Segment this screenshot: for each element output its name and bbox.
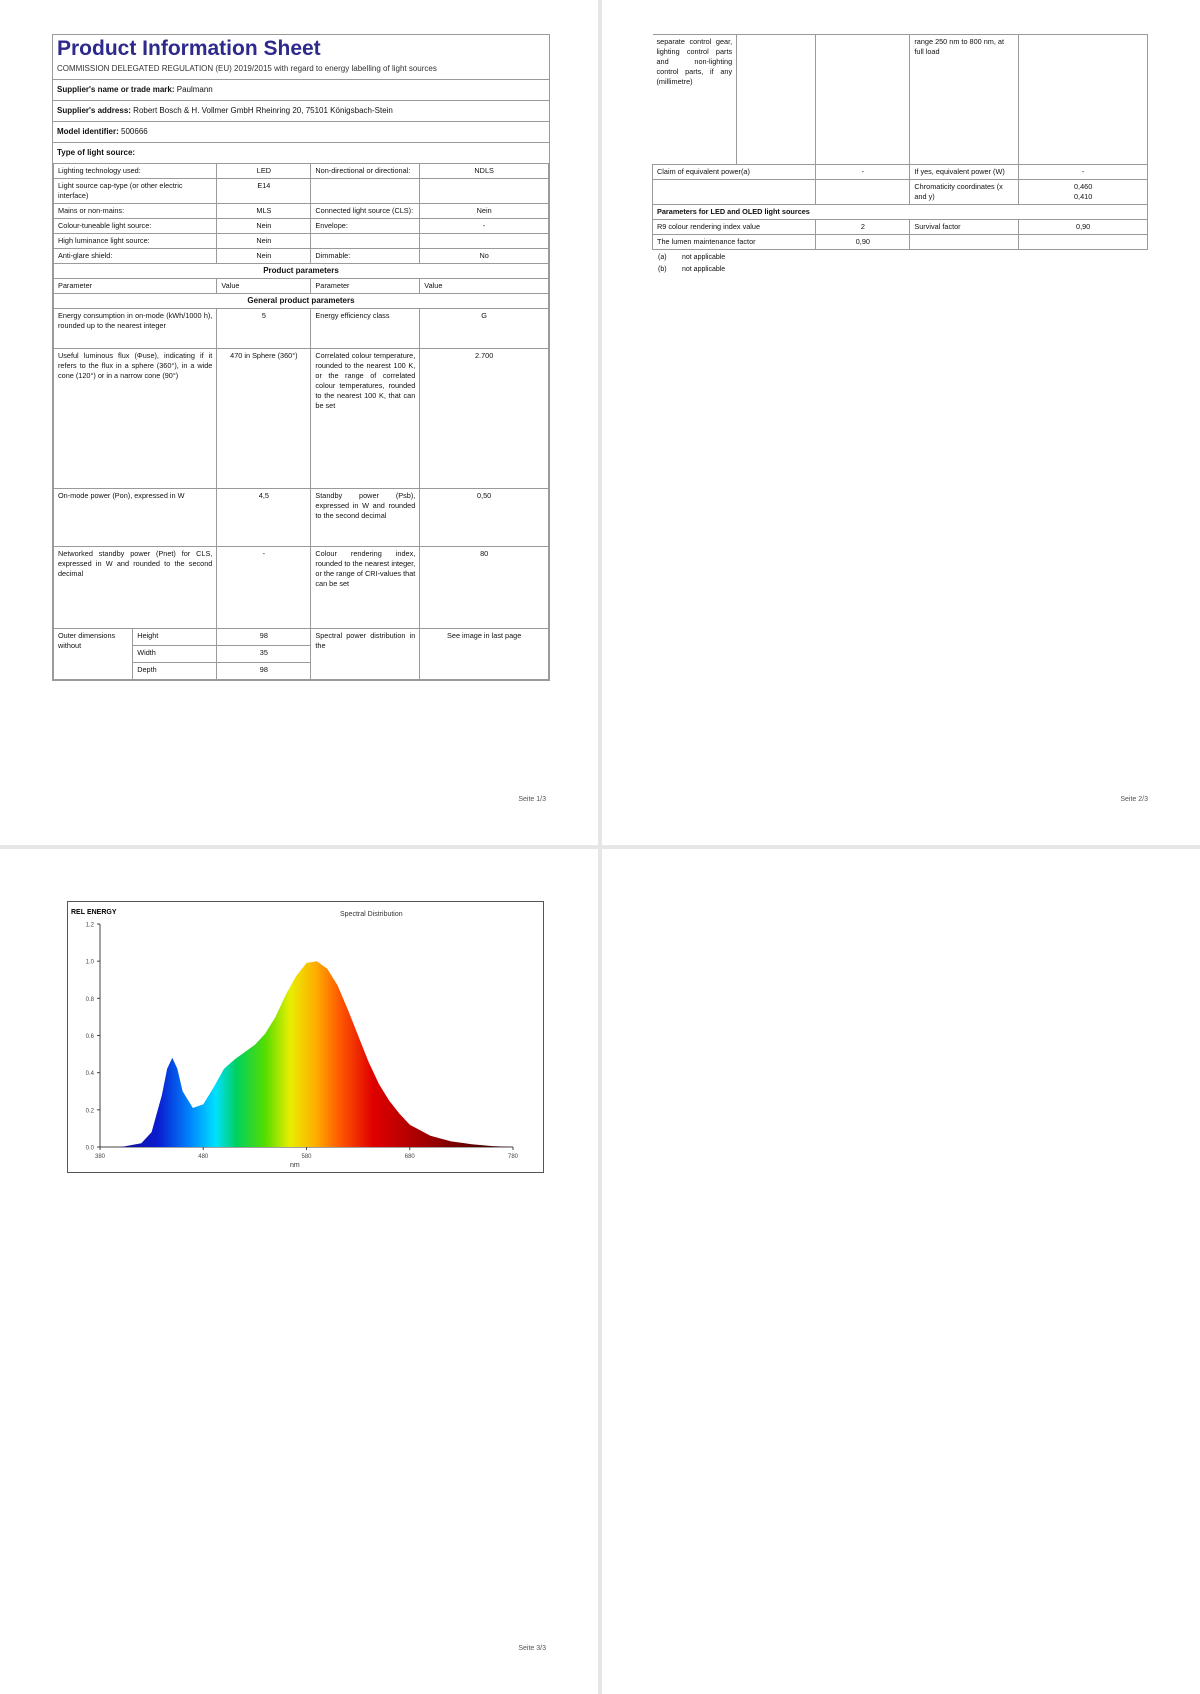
col-header: Value xyxy=(420,279,549,294)
param-label xyxy=(311,179,420,204)
param-value xyxy=(420,179,549,204)
table-row xyxy=(54,309,549,349)
param-value: No xyxy=(420,249,549,264)
spectrum-area xyxy=(100,961,513,1147)
param-value xyxy=(420,234,549,249)
page-title: Product Information Sheet xyxy=(57,37,321,60)
y-tick-label: 0.4 xyxy=(85,1071,94,1078)
dim-value: 98 xyxy=(217,663,311,680)
dim-key: Height xyxy=(133,629,217,646)
y-tick-label: 0.0 xyxy=(85,1145,94,1152)
spd-value: See image in last page xyxy=(420,629,549,680)
y-tick-label: 1.2 xyxy=(85,922,94,929)
dim-value: 35 xyxy=(217,646,311,663)
table-row xyxy=(54,249,549,264)
chart-header-right: Spectral Distribution xyxy=(340,911,403,918)
param-label: Energy efficiency class xyxy=(311,309,420,349)
param-value: Nein xyxy=(217,219,311,234)
param-value: Nein xyxy=(217,234,311,249)
param-value: G xyxy=(420,309,549,349)
param-label xyxy=(311,234,420,249)
chromaticity-label: Chromaticity coordinates (x and y) xyxy=(910,180,1019,205)
spectral-chart-svg xyxy=(68,902,543,1172)
y-tick-label: 0.2 xyxy=(85,1108,94,1115)
page-2 xyxy=(602,0,1200,845)
dimensions-label: Outer dimensions without xyxy=(54,629,133,680)
param-value: - xyxy=(420,219,549,234)
param-value: E14 xyxy=(217,179,311,204)
regulation-subtitle: COMMISSION DELEGATED REGULATION (EU) 2019/2015 with regard to energy labelling of light sources xyxy=(57,64,437,73)
param-label: Mains or non-mains: xyxy=(54,204,217,219)
equiv-power-label-2: If yes, equivalent power (W) xyxy=(910,165,1019,180)
chromaticity-values: 0,460 0,410 xyxy=(1019,180,1148,205)
x-axis-label: nm xyxy=(290,1162,300,1169)
spd-range: range 250 nm to 800 nm, at full load xyxy=(910,35,1019,165)
page-3 xyxy=(0,849,598,1694)
footnote: (a) not applicable xyxy=(658,254,726,261)
table-row xyxy=(54,164,549,179)
product-params-header: Product parameters xyxy=(54,264,549,279)
supplier-name-row xyxy=(53,79,549,100)
footnote: (b) not applicable xyxy=(658,266,726,273)
param-value: 4,5 xyxy=(217,489,311,547)
model-identifier: 500666 xyxy=(121,127,148,136)
led-param-value: 2 xyxy=(816,220,910,235)
page-number: Seite 3/3 xyxy=(518,1645,546,1652)
param-label: Envelope: xyxy=(311,219,420,234)
page-1 xyxy=(0,0,598,845)
x-tick-label: 580 xyxy=(301,1154,312,1160)
table-row xyxy=(54,547,549,629)
dimensions-table xyxy=(53,628,549,680)
param-label: Standby power (Psb), expressed in W and rounded to the second decimal xyxy=(311,489,420,547)
info-sheet-continued xyxy=(652,34,1148,276)
param-value: 470 in Sphere (360°) xyxy=(217,349,311,489)
x-tick-label: 680 xyxy=(404,1154,415,1160)
y-tick-label: 0.6 xyxy=(85,1034,94,1040)
param-value: MLS xyxy=(217,204,311,219)
type-header: Type of light source: xyxy=(53,142,549,163)
dim-key: Width xyxy=(133,646,217,663)
param-value: 80 xyxy=(420,547,549,629)
param-label: Dimmable: xyxy=(311,249,420,264)
table-row xyxy=(54,179,549,204)
param-value: - xyxy=(217,547,311,629)
supplier-address: Robert Bosch & H. Vollmer GmbH Rheinring 20, 75101 Königsbach-Stein xyxy=(133,106,393,115)
param-label: Networked standby power (Pnet) for CLS, expressed in W and rounded to the second decimal xyxy=(54,547,217,629)
page-number: Seite 1/3 xyxy=(518,796,546,803)
led-param-value: 0,90 xyxy=(1019,220,1148,235)
param-value: 2.700 xyxy=(420,349,549,489)
chart-header-left: REL ENERGY xyxy=(71,909,117,916)
equiv-power-value-2: - xyxy=(1019,165,1148,180)
param-value: 5 xyxy=(217,309,311,349)
footnotes xyxy=(652,252,1148,276)
x-tick-label: 780 xyxy=(507,1154,519,1160)
param-label: Anti-glare shield: xyxy=(54,249,217,264)
col-header: Parameter xyxy=(54,279,217,294)
param-label: Non-directional or directional: xyxy=(311,164,420,179)
dims-continued: separate control gear, lighting control parts and non-lighting control parts, if any (millimetre) xyxy=(653,35,737,165)
param-label: Colour rendering index, rounded to the nearest integer, or the range of CRI-values that can be set xyxy=(311,547,420,629)
x-tick-label: 380 xyxy=(94,1154,106,1160)
col-header: Parameter xyxy=(311,279,420,294)
param-label: Connected light source (CLS): xyxy=(311,204,420,219)
param-label: Colour-tuneable light source: xyxy=(54,219,217,234)
led-param-value: 0,90 xyxy=(816,235,910,250)
y-tick-label: 1.0 xyxy=(85,959,94,966)
spectral-chart xyxy=(67,901,544,1173)
led-params-header: Parameters for LED and OLED light sources xyxy=(653,205,1148,220)
supplier-address-label: Supplier's address: xyxy=(57,106,131,115)
type-table xyxy=(53,163,549,629)
supplier-address-row xyxy=(53,100,549,121)
continued-table xyxy=(652,34,1148,250)
param-label: On-mode power (Pon), expressed in W xyxy=(54,489,217,547)
x-tick-label: 480 xyxy=(198,1154,209,1160)
dim-key: Depth xyxy=(133,663,217,680)
param-value: Nein xyxy=(217,249,311,264)
supplier-name-label: Supplier's name or trade mark: xyxy=(57,85,175,94)
led-param-label: Survival factor xyxy=(910,220,1019,235)
table-row xyxy=(54,489,549,547)
table-row xyxy=(54,219,549,234)
led-param-label: R9 colour rendering index value xyxy=(653,220,816,235)
param-label: Correlated colour temperature, rounded to the nearest 100 K, or the range of correlated colour temperatures, rounded to the nearest 100 K, that can be set xyxy=(311,349,420,489)
general-params-header: General product parameters xyxy=(54,294,549,309)
param-label: Energy consumption in on-mode (kWh/1000 h), rounded up to the nearest integer xyxy=(54,309,217,349)
spd-label: Spectral power distribution in the xyxy=(311,629,420,680)
param-label: Lighting technology used: xyxy=(54,164,217,179)
table-row xyxy=(54,234,549,249)
y-tick-label: 0.8 xyxy=(85,996,94,1003)
param-value: 0,50 xyxy=(420,489,549,547)
led-param-label: The lumen maintenance factor xyxy=(653,235,816,250)
page-4 xyxy=(602,849,1200,1694)
param-value: NDLS xyxy=(420,164,549,179)
table-row xyxy=(54,204,549,219)
supplier-name: Paulmann xyxy=(176,85,213,94)
table-row xyxy=(54,349,549,489)
page-number: Seite 2/3 xyxy=(1120,796,1148,803)
info-sheet xyxy=(52,34,550,681)
param-label: Useful luminous flux (Φuse), indicating if it refers to the flux in a sphere (360°), in a wide cone (120°) or in a narrow cone (90°) xyxy=(54,349,217,489)
param-label: Light source cap-type (or other electric interface) xyxy=(54,179,217,204)
dim-value: 98 xyxy=(217,629,311,646)
col-header: Value xyxy=(217,279,311,294)
param-value: Nein xyxy=(420,204,549,219)
model-label: Model identifier: xyxy=(57,127,119,136)
model-row xyxy=(53,121,549,142)
param-value: LED xyxy=(217,164,311,179)
equiv-power-label: Claim of equivalent power(a) xyxy=(653,165,816,180)
equiv-power-value: - xyxy=(816,165,910,180)
param-label: High luminance light source: xyxy=(54,234,217,249)
